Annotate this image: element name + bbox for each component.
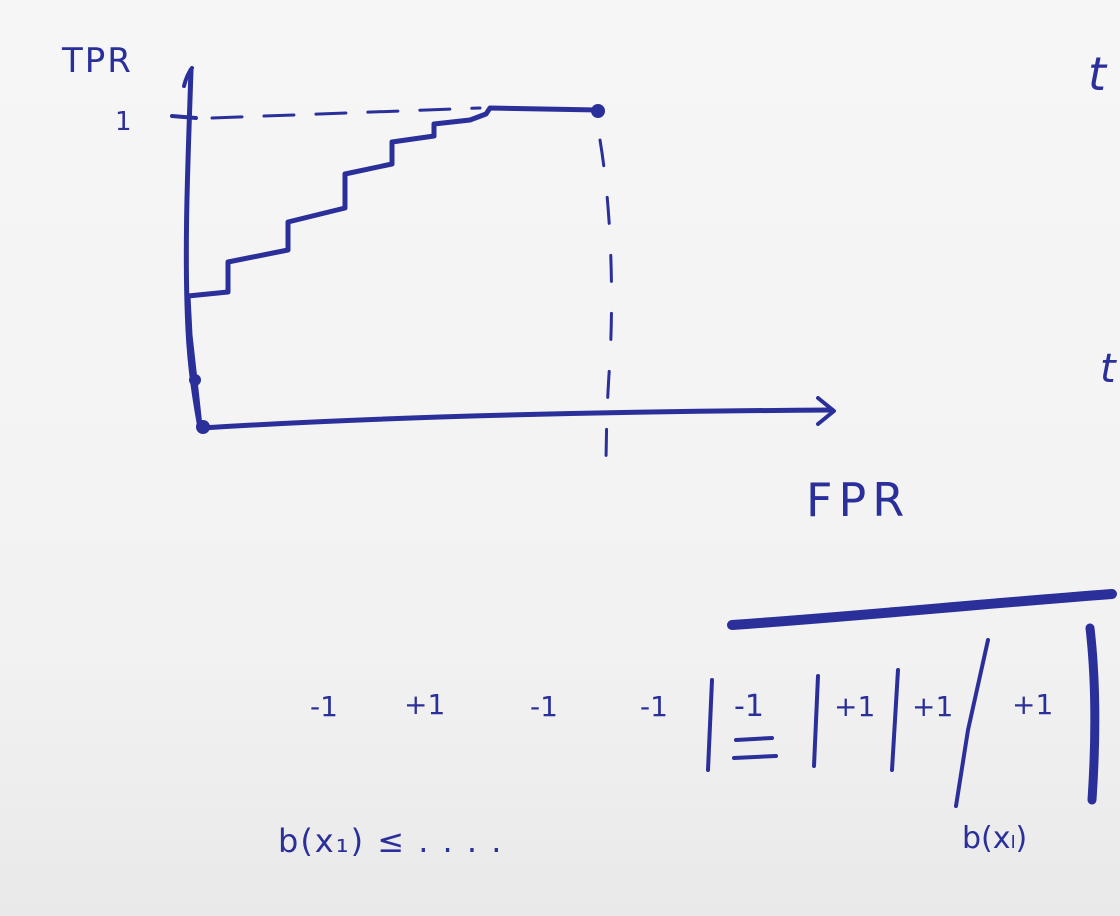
vertical-dashed-guide: [600, 140, 612, 470]
sequence-label-3: -1: [530, 690, 558, 723]
sequence-label-5: -1: [734, 689, 764, 724]
y-tick-label: 1: [115, 107, 132, 137]
x-axis: [202, 410, 832, 428]
sequence-label-7: +1: [912, 690, 954, 723]
roc-origin-point: [196, 420, 210, 434]
sequence-label-8: +1: [1012, 688, 1054, 721]
label-sequence: [310, 594, 1112, 806]
right-bracket-bar: [1090, 628, 1095, 800]
horizontal-dashed-guide: [212, 108, 480, 118]
highlight-underline: [734, 738, 776, 758]
sequence-label-1: -1: [310, 690, 338, 723]
y-axis-label: TPR: [62, 41, 133, 81]
top-overline: [732, 594, 1112, 625]
separator-2: [814, 676, 818, 766]
sequence-label-4: -1: [640, 690, 668, 723]
margin-mark-middle: t: [1100, 346, 1116, 392]
separator-3: [892, 670, 898, 770]
x-axis-label: FPR: [806, 473, 911, 527]
separator-1: [708, 680, 712, 770]
y-tick: [115, 107, 196, 137]
margin-mark-top: t: [1088, 47, 1107, 101]
score-left: b(x₁) ≤ . . . .: [278, 822, 504, 860]
roc-curve: [188, 104, 605, 434]
roc-staircase: [188, 108, 598, 296]
separator-4: [956, 640, 988, 806]
roc-point-mid: [189, 374, 201, 386]
roc-end-point: [591, 104, 605, 118]
score-right: b(xₗ): [962, 821, 1028, 856]
sequence-label-2: +1: [404, 688, 446, 721]
sequence-label-6: +1: [834, 690, 876, 723]
axes: [184, 68, 834, 428]
y-tick-mark: [172, 116, 196, 118]
